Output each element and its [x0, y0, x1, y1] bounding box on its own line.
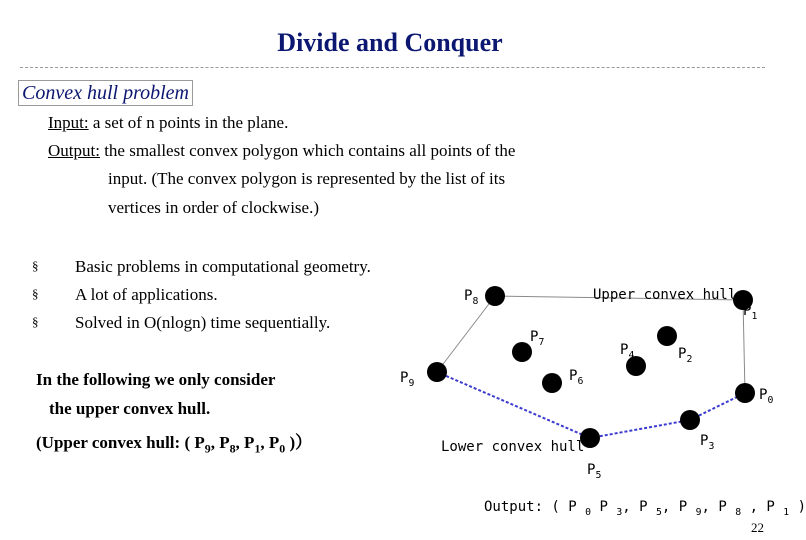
note-line-3: (Upper convex hull: ( $P_9$, $P_8$, $P_1$, $P_0$ )） [36, 433, 313, 456]
point-p9 [427, 362, 447, 382]
output-text: the smallest convex polygon which contains all points of the [99, 141, 516, 160]
point-p6 [542, 373, 562, 393]
label-p3: $P_3$ [700, 433, 715, 452]
page-number: 22 [751, 520, 764, 535]
bullet-marker: § [32, 286, 39, 301]
note-line-2: the upper convex hull. [49, 399, 211, 418]
lower-hull-edge [437, 372, 590, 438]
bullet-marker: § [32, 258, 39, 273]
label-p2: $P_2$ [678, 346, 693, 365]
label-p0: $P_0$ [759, 387, 774, 406]
point-p0 [735, 383, 755, 403]
point-p8 [485, 286, 505, 306]
lower-hull-label: Lower convex hull [441, 439, 585, 455]
bullet-marker: § [32, 314, 39, 329]
point-p3 [680, 410, 700, 430]
output-label: Output: [48, 141, 100, 160]
output-line-2: input. (The convex polygon is represented by the list of its [108, 169, 506, 188]
note-prefix: (Upper convex hull: ( P [36, 433, 205, 452]
label-p4: $P_4$ [620, 342, 635, 361]
bullet-item: Basic problems in computational geometry. [75, 257, 371, 276]
note-line-1: In the following we only consider [36, 370, 276, 389]
label-p6: $P_6$ [569, 368, 584, 387]
point-p2 [657, 326, 677, 346]
slide-title: Divide and Conquer [277, 28, 503, 57]
point-p7 [512, 342, 532, 362]
output-sequence: Output: ( P $_0$ P $_3$, P $_5$, P $_9$, P $_8$ , P $_1$ ) [484, 499, 806, 518]
label-p9: $P_9$ [400, 370, 415, 389]
output-line-3: vertices in order of clockwise.) [108, 198, 319, 217]
label-p1: $P_1$ [743, 303, 758, 322]
lower-hull-edge [590, 420, 690, 438]
label-p8: $P_8$ [464, 288, 479, 307]
label-p7: $P_7$ [530, 329, 545, 348]
label-p5: $P_5$ [587, 462, 602, 481]
upper-hull-edge [437, 296, 495, 372]
section-heading: Convex hull problem [18, 80, 193, 106]
bullet-item: A lot of applications. [75, 285, 218, 304]
upper-hull-label: Upper convex hull [593, 287, 737, 303]
input-text: a set of n points in the plane. [88, 113, 289, 132]
input-label: Input: [48, 113, 89, 132]
bullet-item: Solved in O(nlogn) time sequentially. [75, 313, 331, 332]
